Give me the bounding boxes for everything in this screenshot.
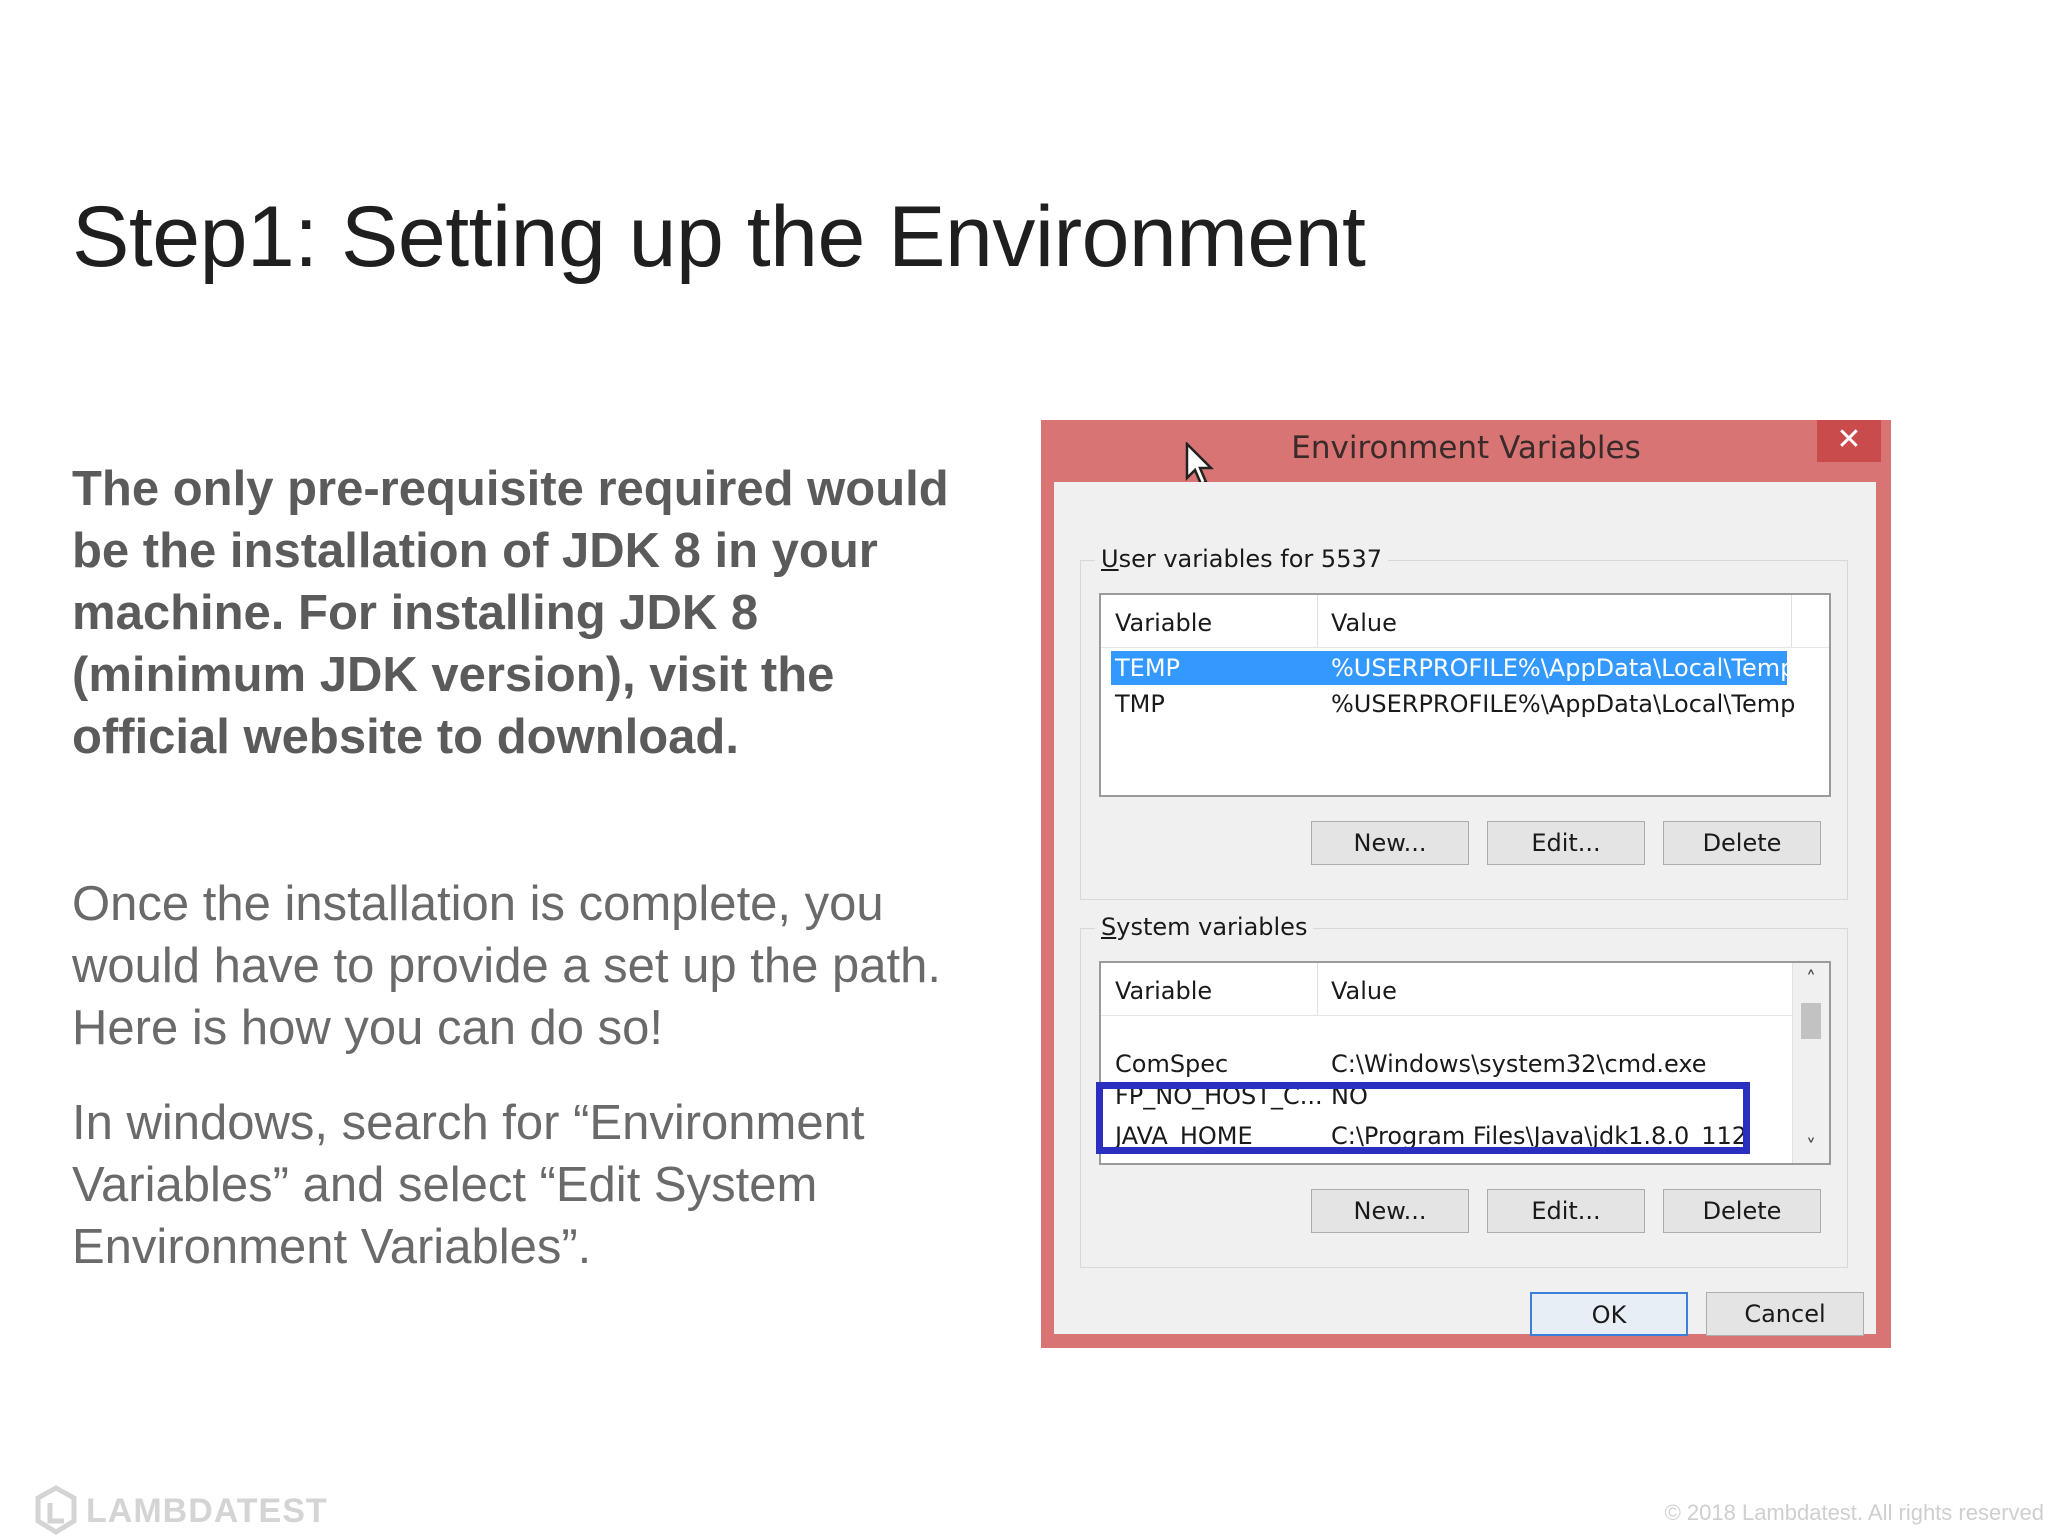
user-variables-list[interactable] (1099, 593, 1831, 797)
scroll-down-icon[interactable]: ˅ (1806, 1135, 1816, 1159)
scroll-thumb[interactable] (1801, 1003, 1821, 1039)
logo-text: LAMBDATEST (86, 1491, 328, 1530)
environment-variables-dialog (1041, 420, 1891, 1348)
column-header-value[interactable]: Value (1331, 977, 1397, 1005)
dialog-body (1054, 482, 1876, 1334)
system-delete-button[interactable]: Delete (1663, 1189, 1821, 1233)
copyright-text: © 2018 Lambdatest. All rights reserved (1664, 1500, 2044, 1525)
windows-instruction-paragraph: In windows, search for “Environment Variables” and select “Edit System Environment Variables”. (72, 1096, 865, 1274)
ok-button[interactable]: OK (1530, 1292, 1688, 1336)
user-edit-button[interactable]: Edit... (1487, 821, 1645, 865)
row-value: C:\Windows\system32\cmd.exe (1331, 1050, 1707, 1078)
scroll-up-icon[interactable]: ˄ (1806, 967, 1816, 991)
row-variable: TEMP (1115, 654, 1181, 682)
column-header-value[interactable]: Value (1331, 609, 1397, 637)
user-variables-group (1080, 545, 1848, 900)
list-header (1101, 963, 1829, 1016)
lambdatest-logo (34, 1485, 328, 1537)
table-row[interactable] (1111, 1047, 1787, 1081)
java-home-highlight (1096, 1082, 1750, 1154)
intro-paragraph: The only pre-requisite required would be the installation of JDK 8 in your machine. For installing JDK 8 (minimum JDK version), visit the official website to download. (72, 462, 949, 764)
dialog-title: Environment Variables (1291, 430, 1641, 466)
column-header-variable[interactable]: Variable (1115, 977, 1213, 1005)
cancel-button[interactable]: Cancel (1706, 1292, 1864, 1336)
instruction-paragraph: Once the installation is complete, you would have to provide a set up the path. Here is how you can do so! (72, 877, 941, 1055)
row-variable: TMP (1115, 690, 1165, 718)
close-button[interactable]: ✕ (1817, 420, 1881, 462)
system-variables-label: System variables (1095, 913, 1313, 941)
row-value: %USERPROFILE%\AppData\Local\Temp (1331, 654, 1796, 682)
system-new-button[interactable]: New... (1311, 1189, 1469, 1233)
user-delete-button[interactable]: Delete (1663, 821, 1821, 865)
row-variable: JAVA_HOME (1115, 1122, 1253, 1150)
row-value: NO (1331, 1082, 1368, 1110)
vertical-scrollbar[interactable] (1792, 963, 1829, 1163)
slide-title: Step1: Setting up the Environment (72, 189, 1366, 285)
table-row[interactable] (1111, 651, 1796, 685)
table-row[interactable] (1111, 687, 1796, 721)
row-variable: ComSpec (1115, 1050, 1229, 1078)
system-edit-button[interactable]: Edit... (1487, 1189, 1645, 1233)
user-variables-label: User variables for 5537 (1095, 545, 1388, 573)
row-value: %USERPROFILE%\AppData\Local\Temp (1331, 690, 1796, 718)
list-header (1101, 595, 1829, 648)
column-header-variable[interactable]: Variable (1115, 609, 1213, 637)
row-value: C:\Program Files\Java\jdk1.8.0_112 (1331, 1122, 1748, 1150)
user-new-button[interactable]: New... (1311, 821, 1469, 865)
lambdatest-logo-icon (34, 1485, 78, 1537)
row-variable: FP_NO_HOST_C... (1115, 1082, 1323, 1110)
